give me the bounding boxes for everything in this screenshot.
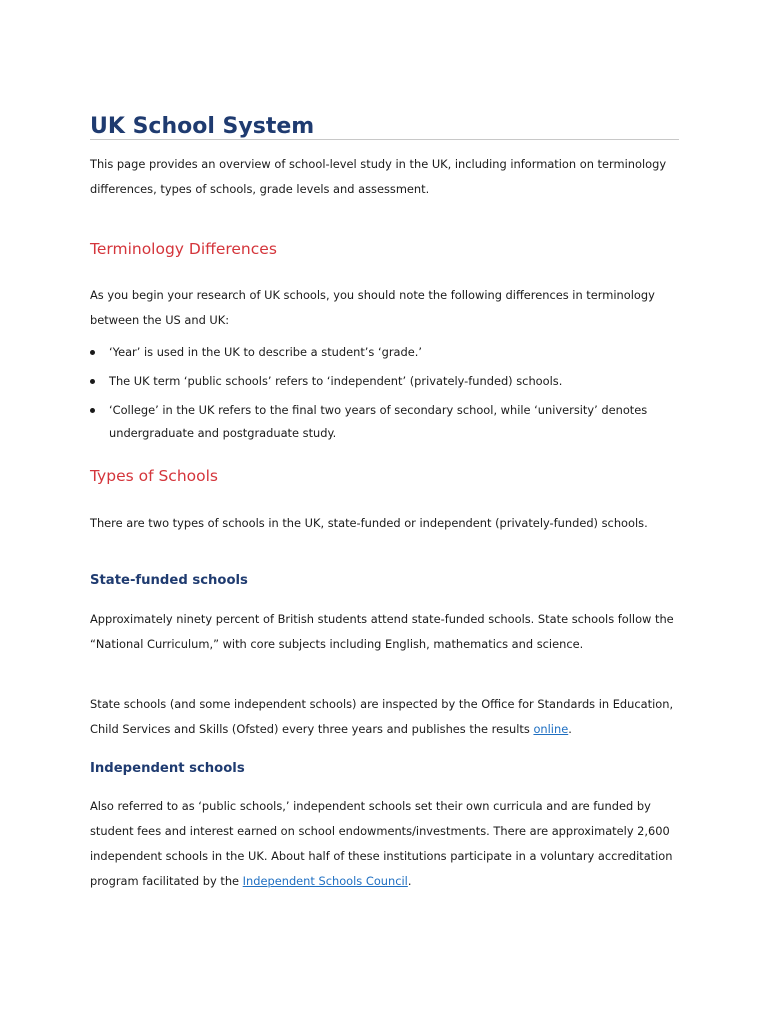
terminology-bullet-list (90, 341, 680, 445)
terminology-paragraph: As you begin your research of UK schools, you should note the following differences in terminology between the US and UK: (90, 288, 655, 327)
online-link[interactable]: online (533, 722, 569, 736)
intro-paragraph: This page provides an overview of school-level study in the UK, including information on terminology differences, types of schools, grade levels and assessment. (90, 157, 667, 196)
state-paragraph-2 (90, 692, 680, 742)
page-title: UK School System (90, 114, 315, 139)
state-paragraph-2-end: . (568, 722, 572, 736)
independent-paragraph-text: Also referred to as ‘public schools,’ independent schools set their own curricula and are funded by student fees and interest earned on school endowments/investments. There are approximately 2,600 independent schools in the UK. About half of these institutions participate in a voluntary accreditation program facilitated by the (90, 799, 673, 888)
bullet-icon (90, 379, 95, 384)
independent-paragraph (90, 794, 680, 894)
list-item-text: ‘Year’ is used in the UK to describe a student’s ‘grade.’ (109, 345, 422, 359)
list-item-text: The UK term ‘public schools’ refers to ‘independent’ (privately-funded) schools. (109, 374, 563, 388)
state-paragraph-1: Approximately ninety percent of British students attend state-funded schools. State schools follow the “National Curriculum,” with core subjects including English, mathematics and science. (90, 612, 674, 651)
bullet-icon (90, 350, 95, 355)
heading-independent-schools: Independent schools (90, 761, 245, 776)
heading-state-funded-schools: State-funded schools (90, 573, 248, 588)
list-item (90, 370, 680, 393)
heading-terminology-differences: Terminology Differences (90, 240, 277, 258)
bullet-icon (90, 408, 95, 413)
heading-types-of-schools: Types of Schools (90, 467, 219, 485)
list-item (90, 341, 680, 364)
independent-paragraph-end: . (407, 874, 412, 888)
independent-schools-council-link[interactable]: Independent Schools Council (242, 874, 408, 888)
state-paragraph-2-text: State schools (and some independent schools) are inspected by the Office for Standards in Education, Child Services and Skills (Ofsted) every three years and publishes the results (90, 697, 674, 736)
list-item (90, 399, 680, 445)
list-item-text: ‘College’ in the UK refers to the final two years of secondary school, while ‘university’ denotes undergraduate and postgraduate study. (109, 403, 648, 440)
title-divider (90, 139, 679, 140)
types-paragraph: There are two types of schools in the UK, state-funded or independent (privately-funded) schools. (90, 516, 648, 530)
